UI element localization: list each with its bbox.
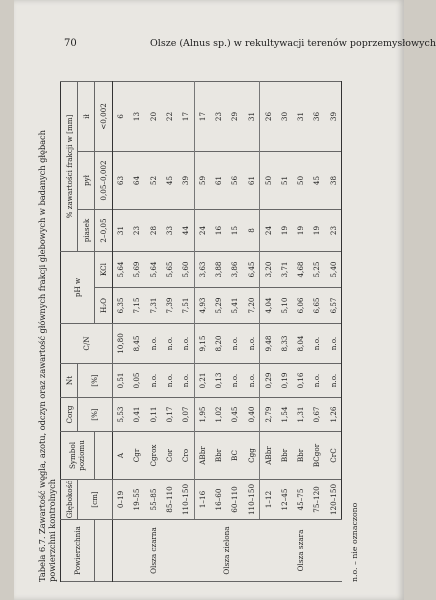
table-cell: Cor (161, 432, 177, 480)
table-cell: Bbr (293, 432, 309, 480)
table-cell: 5,64 (145, 252, 161, 288)
header-nt-unit: [%] (78, 364, 112, 398)
table-cell: 19 (309, 210, 325, 252)
header-sand-range: 2–0,05 (95, 210, 112, 252)
table-row (177, 81, 194, 581)
surface-group-label: Olsza zielona (194, 520, 260, 582)
soil-data-table (60, 81, 342, 582)
header-ph-h2o: H₂O (95, 288, 112, 324)
table-cell: 85–110 (161, 480, 177, 520)
table-cell: 17 (194, 81, 211, 151)
table-cell: 23 (129, 210, 145, 252)
header-sand: piasek (78, 210, 95, 252)
table-cell: 3,63 (194, 252, 211, 288)
table-row (309, 81, 325, 581)
table-cell: 60–110 (227, 480, 243, 520)
page-header (14, 38, 436, 54)
table-cell: 5,41 (227, 288, 243, 324)
surface-group-label: Olsza szara (260, 520, 342, 582)
table-footnote: n.o. – nie oznaczono (350, 502, 359, 582)
table-row (260, 81, 277, 581)
table-cell: n.o. (161, 324, 177, 364)
table-cell: 8,33 (276, 324, 292, 364)
table-cell: 0,29 (260, 364, 277, 398)
header-nt: Nt (61, 364, 78, 398)
table-cell: 6 (112, 81, 129, 151)
surface-group-label: Olsza czarna (112, 520, 194, 582)
table-cell: 19 (293, 210, 309, 252)
table-cell: 16 (211, 210, 227, 252)
table-row (293, 81, 309, 581)
table-cell: 51 (276, 152, 292, 210)
table-cell: 36 (309, 81, 325, 151)
table-cell: 0,51 (112, 364, 129, 398)
header-depth: Głębokość (61, 480, 78, 520)
header-silt-range: 0,05–0,002 (95, 152, 112, 210)
table-cell: 6,65 (309, 288, 325, 324)
table-row (325, 81, 342, 581)
table-cell: 33 (161, 210, 177, 252)
table-cell: 5,60 (177, 252, 194, 288)
header-corg-unit: [%] (78, 398, 112, 432)
table-cell: n.o. (145, 364, 161, 398)
table-cell: 12–45 (276, 480, 292, 520)
header-depth-unit: [cm] (78, 480, 112, 520)
table-cell: 120–150 (325, 480, 342, 520)
table-cell: 3,86 (227, 252, 243, 288)
table-cell: 44 (177, 210, 194, 252)
table-cell: 0,13 (211, 364, 227, 398)
table-cell: 2,79 (260, 398, 277, 432)
header-surface: Powierzchnia (61, 520, 95, 582)
table-cell: 26 (260, 81, 277, 151)
table-cell: 1,31 (293, 398, 309, 432)
table-cell: 50 (260, 152, 277, 210)
header-horizon: Symbol poziomu (61, 432, 95, 480)
table-cell: 5,53 (112, 398, 129, 432)
table-cell: 1,02 (211, 398, 227, 432)
table-cell: 0,21 (194, 364, 211, 398)
table-cell: 39 (177, 152, 194, 210)
table-cell: 0,45 (227, 398, 243, 432)
table-cell: 1,95 (194, 398, 211, 432)
table-cell: Cgrox (145, 432, 161, 480)
table-cell: BC (227, 432, 243, 480)
table-cell: n.o. (309, 324, 325, 364)
table-cell: n.o. (177, 364, 194, 398)
table-cell: n.o. (145, 324, 161, 364)
table-cell: 8,04 (293, 324, 309, 364)
table-cell: 110–150 (177, 480, 194, 520)
table-caption: Tabela 6.7. Zawartość węgla, azotu, odczyn oraz zawartość głównych frakcji glebowych w badanych głębach powierzchni kontrolnych (37, 130, 57, 582)
table-cell: n.o. (243, 364, 260, 398)
table-cell: 6,57 (325, 288, 342, 324)
table-row (112, 81, 129, 581)
table-cell: 64 (129, 152, 145, 210)
table-cell: 8,45 (129, 324, 145, 364)
table-cell: 28 (145, 210, 161, 252)
table-cell: 3,20 (260, 252, 277, 288)
table-cell: Bbr (211, 432, 227, 480)
table-cell: 6,35 (112, 288, 129, 324)
table-cell: 4,04 (260, 288, 277, 324)
table-cell: 56 (227, 152, 243, 210)
table-cell: 13 (129, 81, 145, 151)
table-cell: 59 (194, 152, 211, 210)
header-blank (95, 432, 112, 480)
table-cell: 5,65 (161, 252, 177, 288)
header-corg: Corg (61, 398, 78, 432)
table-cell: 45 (309, 152, 325, 210)
table-cell: 7,20 (243, 288, 260, 324)
table-cell: 7,31 (145, 288, 161, 324)
table-cell: 0,40 (243, 398, 260, 432)
table-row (145, 81, 161, 581)
table-cell: 61 (243, 152, 260, 210)
table-body (112, 81, 342, 581)
table-cell: 5,25 (309, 252, 325, 288)
table-cell: 45 (161, 152, 177, 210)
table-row (276, 81, 292, 581)
table-cell: 6,45 (243, 252, 260, 288)
table-cell: 1,54 (276, 398, 292, 432)
header-clay-range: <0,002 (95, 81, 112, 151)
table-cell: 31 (112, 210, 129, 252)
table-cell: 110–150 (243, 480, 260, 520)
table-cell: 23 (325, 210, 342, 252)
table-cell: Cgg (243, 432, 260, 480)
table-cell: 1–12 (260, 480, 277, 520)
table-row (161, 81, 177, 581)
table-cell: 19 (276, 210, 292, 252)
table-cell: 63 (112, 152, 129, 210)
table-cell: 38 (325, 152, 342, 210)
table-cell: 1–16 (194, 480, 211, 520)
table-cell: 4,68 (293, 252, 309, 288)
table-cell: 31 (293, 81, 309, 151)
header-ph: pH w (61, 252, 95, 324)
table-cell: 5,69 (129, 252, 145, 288)
table-cell: BCgor (309, 432, 325, 480)
table-cell: A (112, 432, 129, 480)
table-cell: 9,48 (260, 324, 277, 364)
table-cell: ABbr (260, 432, 277, 480)
rotated-table-region (38, 82, 368, 582)
table-cell: 30 (276, 81, 292, 151)
table-row (129, 81, 145, 581)
table-cell: 0,11 (145, 398, 161, 432)
table-row (211, 81, 227, 581)
table-cell: 24 (260, 210, 277, 252)
table-cell: 61 (211, 152, 227, 210)
table-cell: 0–19 (112, 480, 129, 520)
table-cell: 3,88 (211, 252, 227, 288)
table-cell: 3,71 (276, 252, 292, 288)
table-cell: 0,17 (161, 398, 177, 432)
table-cell: 17 (177, 81, 194, 151)
table-cell: 0,07 (177, 398, 194, 432)
table-cell: 5,10 (276, 288, 292, 324)
table-row (227, 81, 243, 581)
table-cell: 5,64 (112, 252, 129, 288)
header-cn: C/N (61, 324, 113, 364)
table-cell: 9,15 (194, 324, 211, 364)
header-blank (95, 520, 112, 582)
table-cell: 7,15 (129, 288, 145, 324)
table-cell: n.o. (325, 324, 342, 364)
table-cell: CrC (325, 432, 342, 480)
header-clay: ił (78, 81, 95, 151)
table-cell: 19–55 (129, 480, 145, 520)
table-cell: n.o. (161, 364, 177, 398)
table-cell: n.o. (325, 364, 342, 398)
table-cell: 0,67 (309, 398, 325, 432)
table-cell: 22 (161, 81, 177, 151)
table-cell: 7,51 (177, 288, 194, 324)
table-row (194, 81, 211, 581)
table-cell: n.o. (243, 324, 260, 364)
table-cell: ABbr (194, 432, 211, 480)
table-cell: n.o. (177, 324, 194, 364)
table-cell: Bbr (276, 432, 292, 480)
table-cell: 0,41 (129, 398, 145, 432)
table-cell: 8 (243, 210, 260, 252)
table-cell: 52 (145, 152, 161, 210)
table-cell: 23 (211, 81, 227, 151)
table-cell: 50 (293, 152, 309, 210)
table-cell: 55–85 (145, 480, 161, 520)
table-cell: 15 (227, 210, 243, 252)
table-cell: n.o. (309, 364, 325, 398)
table-cell: 45–75 (293, 480, 309, 520)
header-ph-kcl: KCl (95, 252, 112, 288)
table-cell: 75–120 (309, 480, 325, 520)
table-cell: 5,40 (325, 252, 342, 288)
table-cell: 0,16 (293, 364, 309, 398)
running-header: Olsze (Alnus sp.) w rekultywacji terenów poprzemysłowych (150, 38, 436, 49)
table-row (243, 81, 260, 581)
table-cell: 0,19 (276, 364, 292, 398)
page-number: 70 (64, 38, 77, 49)
table-cell: 0,05 (129, 364, 145, 398)
table-cell: 1,26 (325, 398, 342, 432)
table-cell: 8,20 (211, 324, 227, 364)
table-cell: 20 (145, 81, 161, 151)
table-cell: Cro (177, 432, 194, 480)
table-cell: n.o. (227, 324, 243, 364)
table-cell: 4,93 (194, 288, 211, 324)
table-cell: 31 (243, 81, 260, 151)
table-cell: 39 (325, 81, 342, 151)
table-cell: n.o. (227, 364, 243, 398)
header-fractions: % zawartości frakcji w [mm] (61, 81, 78, 251)
table-cell: 7,39 (161, 288, 177, 324)
table-cell: 29 (227, 81, 243, 151)
table-cell: 16–60 (211, 480, 227, 520)
table-cell: Cgr (129, 432, 145, 480)
table-cell: 10,80 (112, 324, 129, 364)
table-cell: 6,06 (293, 288, 309, 324)
header-silt: pył (78, 152, 95, 210)
table-cell: 24 (194, 210, 211, 252)
table-cell: 5,29 (211, 288, 227, 324)
